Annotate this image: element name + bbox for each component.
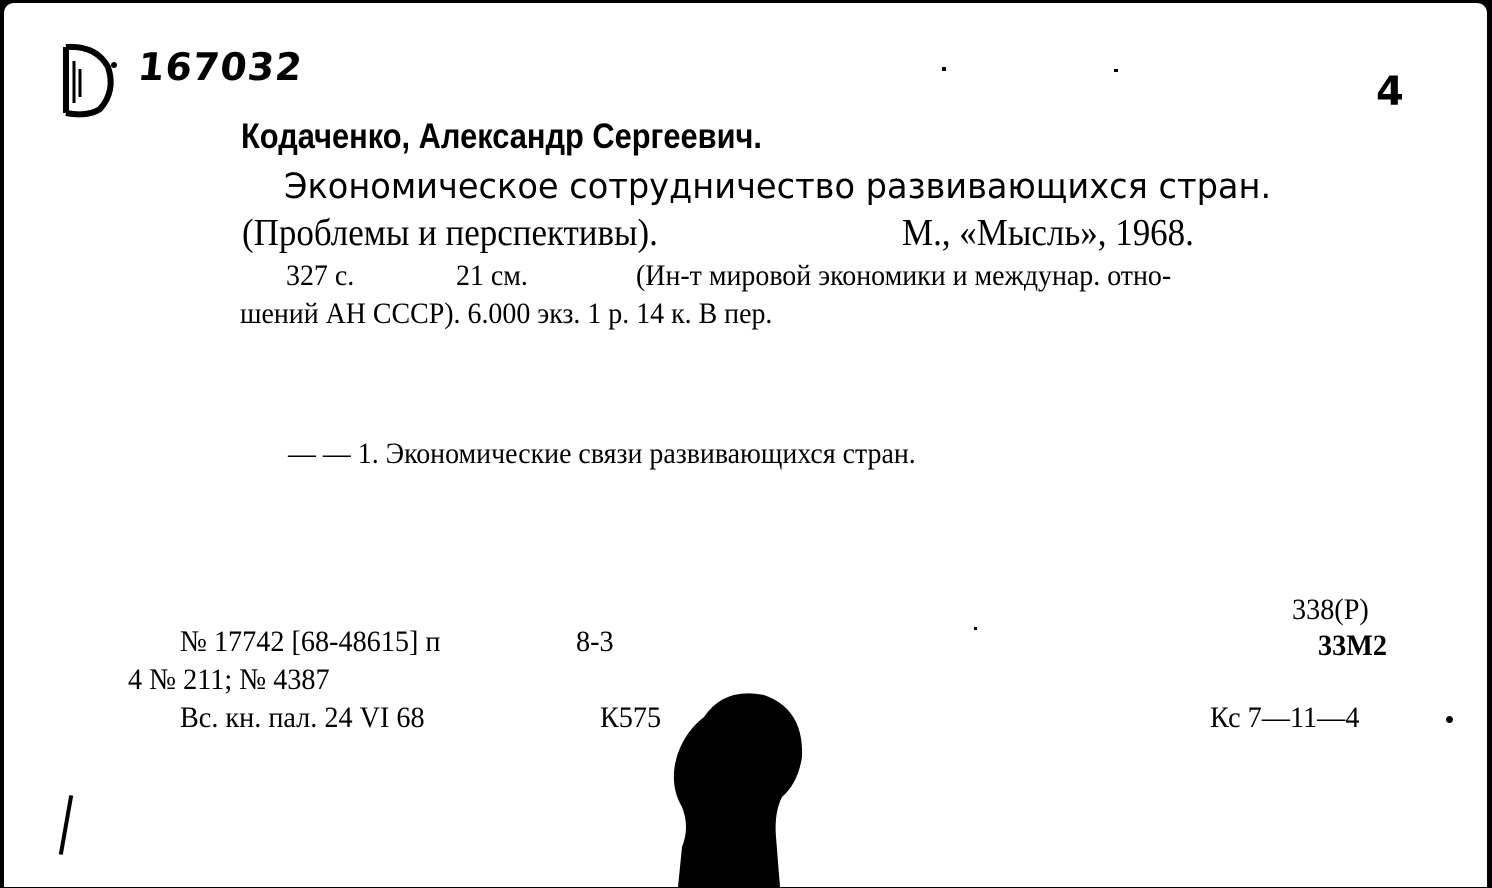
- card-code: Кс 7—11—4: [1210, 701, 1360, 734]
- class-code-2: 33М2: [1318, 629, 1387, 662]
- catalog-card: [4, 3, 1487, 887]
- title-line-1: Экономическое сотрудничество развивающихся стран.: [284, 167, 1272, 207]
- registration-line-3b: К575: [600, 701, 662, 734]
- registration-line-1b: 8-3: [576, 625, 614, 658]
- stray-dot: [942, 67, 946, 71]
- physical-desc-2: шений АН СССР). 6.000 экз. 1 р. 14 к. В пер.: [240, 297, 773, 330]
- subject-entry: — — 1. Экономические связи развивающихся стран.: [288, 437, 916, 470]
- stray-dot: [1114, 69, 1118, 72]
- physical-desc-1b: 21 см.: [456, 259, 528, 292]
- ink-blot: [664, 687, 814, 887]
- stray-mark-line: [59, 795, 73, 855]
- registration-line-2: 4 № 211; № 4387: [128, 663, 330, 696]
- title-line-2-part1: (Проблемы и перспективы).: [242, 212, 658, 254]
- registration-line-3a: Вс. кн. пал. 24 VI 68: [180, 701, 425, 734]
- title-line-2-part2: М., «Мысль», 1968.: [902, 212, 1194, 254]
- physical-desc-1a: 327 с.: [286, 259, 355, 292]
- stray-dot: [974, 627, 977, 630]
- registration-line-1a: № 17742 [68-48615] п: [180, 625, 441, 658]
- physical-desc-1c: (Ин-т мировой экономики и междунар. отно-: [636, 259, 1172, 292]
- author-heading: Кодаченко, Александр Сергеевич.: [241, 117, 762, 156]
- library-stamp-icon: [56, 39, 122, 121]
- stray-dot: [1446, 716, 1453, 723]
- volume-number: 4: [1376, 69, 1404, 115]
- card-number: 167032: [135, 45, 305, 89]
- class-code-1: 338(Р): [1292, 593, 1369, 626]
